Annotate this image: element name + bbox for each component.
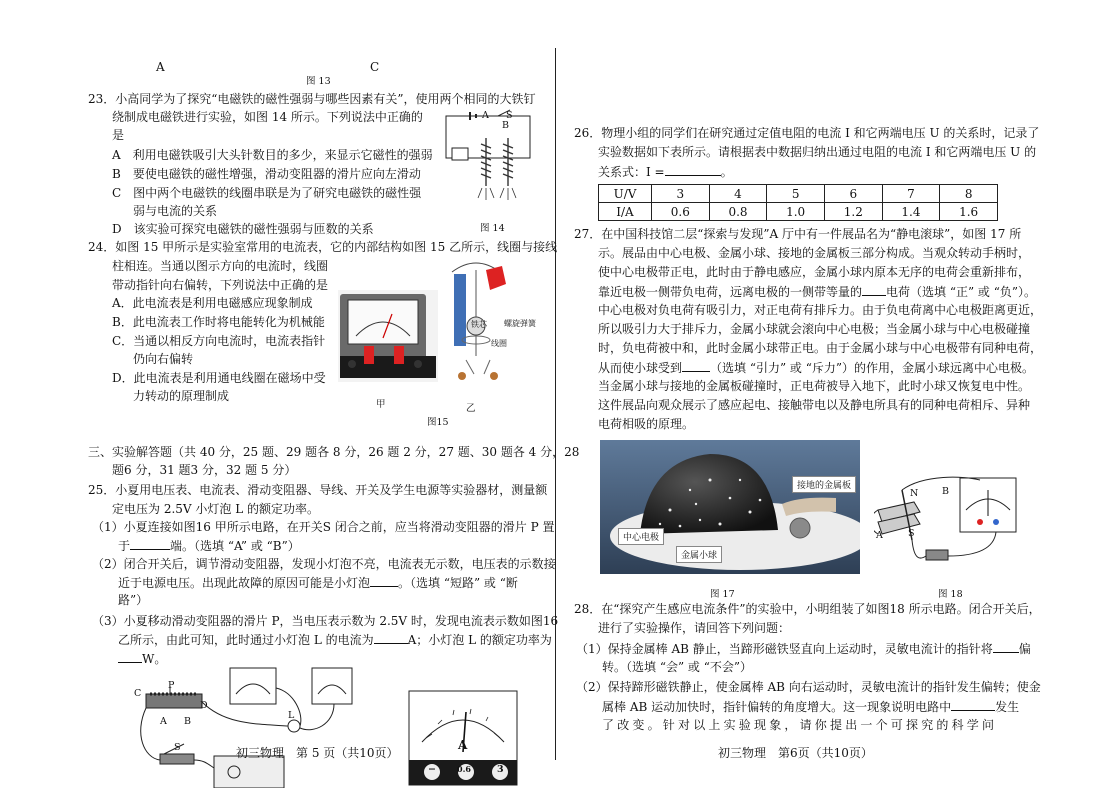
q24-stem-2: 柱相连。当通以图示方向的电流时，线圈: [112, 259, 329, 273]
q27-line-7: 时，负电荷被中和，此时金属小球带正电。由于金属小球与中心电极带有同种电荷，: [598, 341, 1043, 355]
q25-answer-blank-3[interactable]: [374, 630, 408, 644]
q25-part3: （3）小夏移动滑动变阻器的滑片 P，当电压表示数为 2.5V 时，发现电流表示数如图16: [92, 614, 559, 628]
fig16-label-s: S: [174, 742, 181, 753]
table-cell: 6: [824, 185, 882, 203]
q23-option-c: C 图中两个电磁铁的线圈串联是为了研究电磁铁的磁性强: [112, 186, 422, 200]
table-header-i: I/A: [599, 203, 652, 221]
fig16-label-b: B: [184, 716, 191, 727]
q27-line-10: 这件展品向观众展示了感应起电、接触带电以及静电所具有的同种电荷相斥、异种: [598, 398, 1031, 412]
q27-line-3: 使中心电极带正电，此时由于静电感应，金属小球内原本无序的电荷会重新排布，: [598, 265, 1031, 279]
q25-part2-cont: 近于电源电压。出现此故障的原因可能是小灯泡 。（选填 “短路” 或 “断: [118, 573, 518, 592]
fig16-label-c: C: [134, 688, 142, 699]
table-cell: 0.8: [709, 203, 767, 221]
q24-option-d-cont: 力转动的原理制成: [133, 389, 230, 403]
table-cell: 1.6: [940, 203, 998, 221]
q23-option-c-cont: 弱与电流的关系: [133, 204, 218, 218]
q25-part3-cont: 乙所示，由此可知，此时通过小灯泡 L 的电流为 A；小灯泡 L 的额定功率为: [118, 630, 552, 649]
q25-part2: （2）闭合开关后，调节滑动变阻器，发现小灯泡不亮，电流表无示数，电压表的示数接: [92, 557, 556, 571]
q27-line-9: 当金属小球与接地的金属板碰撞时，正电荷被导入地下，此时小球又恢复电中性。: [598, 379, 1031, 393]
q26-stem-2: 实验数据如下表所示。请根据表中数据归纳出通过电阻的电流 I 和它两端电压 U 的: [598, 145, 1037, 159]
q23-option-b: B 要使电磁铁的磁性增强，滑动变阻器的滑片应向左滑动: [112, 167, 421, 181]
fig14-caption: 图 14: [480, 223, 505, 234]
q23-option-d: D 该实验可探究电磁铁的磁性强弱与匝数的关系: [112, 222, 374, 236]
table-cell: 3: [652, 185, 710, 203]
table-row-i: [599, 203, 998, 221]
fig14-label-a: A: [482, 110, 489, 121]
q27-line-2: 示。展品由中心电极、金属小球、接地的金属板三部分构成。当观众转动手柄时，: [598, 246, 1031, 260]
q28-part1-cont: 转。（选填 “会” 或 “不会”）: [602, 660, 752, 674]
q23-stem-3: 是: [112, 128, 125, 142]
q24-option-c-cont: 仍向右偏转: [133, 352, 194, 366]
section3-heading: 三、实验解答题（共 40 分，25 题、29 题各 8 分，26 题 2 分，27 题、30 题各 4 分，28: [88, 445, 580, 459]
fig16-circuit: [134, 664, 354, 788]
q26-stem-3: 关系式：I = 。: [598, 162, 733, 181]
fig15-caption: 图15: [427, 417, 449, 428]
q25-stem-1: 25．小夏用电压表、电流表、滑动变阻器、导线、开关及学生电源等实验器材，测量额: [88, 483, 548, 497]
q24-stem-3: 带动指针向右偏转，下列说法中正确的是: [112, 278, 329, 292]
q27-line-5: 中心电极对负电荷有吸引力，对正电荷有排斥力。由于负电荷离中心电极距离更近，: [598, 303, 1043, 317]
q28-part2-cont: 属棒 AB 运动加快时，指针偏转的角度增大。这一现象说明电路中 发生: [602, 697, 1019, 716]
fig15-label-spring: 螺旋弹簧: [504, 319, 536, 328]
q27-answer-blank-1[interactable]: [862, 282, 886, 296]
fig13-label-a: A: [156, 60, 165, 74]
fig17-label-plate: 接地的金属板: [792, 476, 856, 493]
fig15-label-yi: 乙: [466, 403, 476, 414]
fig15-label-xianquan: 线圈: [491, 339, 507, 348]
fig18-label-n: N: [910, 488, 919, 499]
table-cell: 1.2: [824, 203, 882, 221]
q25-answer-blank-1[interactable]: [130, 536, 170, 550]
fig16-label-a: A: [160, 716, 167, 727]
fig14-label-b: B: [502, 120, 509, 131]
table-cell: 1.4: [882, 203, 940, 221]
q27-line-11: 电荷相吸的原理。: [598, 417, 695, 431]
q28-answer-blank-2[interactable]: [951, 697, 995, 711]
table-row-u: [599, 185, 998, 203]
q25-part2-cont-2: 路”）: [118, 593, 149, 607]
fig17-label-center: 中心电极: [618, 528, 664, 545]
q26-stem-1: 26．物理小组的同学们在研究通过定值电阻的电流 I 和它两端电压 U 的关系时，记录了: [574, 126, 1040, 140]
fig15-label-tiexin: 铁芯: [471, 320, 487, 329]
q27-line-1: 27．在中国科技馆二层“探索与发现”A 厅中有一件展品名为“静电滚球”，如图 17 所: [574, 227, 1022, 241]
q28-answer-blank-1[interactable]: [993, 639, 1019, 653]
q28-line-2: 进行了实验操作，请回答下列问题：: [598, 621, 791, 635]
q26-answer-blank[interactable]: [665, 162, 721, 176]
fig14-label-s: S: [506, 110, 513, 121]
table-cell: 4: [709, 185, 767, 203]
q25-answer-blank-4[interactable]: [118, 649, 142, 663]
fig18-label-a: A: [876, 530, 883, 541]
fig13-caption: 图 13: [306, 76, 331, 87]
fig16-label-l: L: [288, 710, 295, 721]
q27-line-6: 所以吸引力大于排斥力，金属小球就会滚向中心电极；当金属小球与中心电极碰撞: [598, 322, 1031, 336]
fig16-terminal-06: 0.6: [457, 764, 471, 774]
left-footer: 初三物理 第 5 页（共10页）: [236, 746, 399, 760]
q24-option-c: C．当通以相反方向电流时，电流表指针: [112, 334, 326, 348]
table-cell: 7: [882, 185, 940, 203]
right-footer: 初三物理 第6页（共10页）: [718, 746, 873, 760]
q28-part1: （1）保持金属棒 AB 静止，当蹄形磁铁竖直向上运动时，灵敏电流计的指针将 偏: [576, 639, 1031, 658]
fig18-circuit: [874, 470, 1020, 570]
fig18-caption: 图 18: [938, 589, 963, 600]
table-cell: 5: [767, 185, 825, 203]
table-cell: 8: [940, 185, 998, 203]
q28-line-1: 28．在“探究产生感应电流条件”的实验中，小明组装了如图18 所示电路。闭合开关后，: [574, 602, 1041, 616]
q23-stem-2: 绕制成电磁铁进行实验，如图 14 所示。下列说法中正确的: [112, 110, 423, 124]
right-page: [558, 0, 1112, 788]
table-header-u: U/V: [599, 185, 652, 203]
q25-part3-cont-2: W。: [118, 649, 166, 668]
q27-line-4: 靠近电极一侧带负电荷，远离电极的一侧带等量的 电荷（选填 “正” 或 “负”）。: [598, 282, 1036, 301]
fig14-circuit: [438, 108, 538, 220]
q27-line-8: 从而使小球受到 （选填 “引力” 或 “斥力”）的作用，金属小球远离中心电极。: [598, 358, 1034, 377]
q28-part2: （2）保持蹄形磁铁静止，使金属棒 AB 向右运动时，灵敏电流计的指针发生偏转；使金: [576, 680, 1041, 694]
section3-heading-cont: 题6 分，31 题3 分，32 题 5 分）: [112, 463, 297, 477]
q26-data-table: [598, 184, 998, 221]
q23-option-a: A 利用电磁铁吸引大头针数目的多少，来显示它磁性的强弱: [112, 148, 433, 162]
fig17-caption: 图 17: [710, 589, 735, 600]
q28-part2-cont-2: 了改变。针对以上实验现象，请你提出一个可探究的科学问: [602, 718, 998, 732]
fig17-photo: [600, 440, 860, 574]
q24-option-b: B．此电流表工作时将电能转化为机械能: [112, 315, 325, 329]
q25-answer-blank-2[interactable]: [370, 573, 398, 587]
fig16-terminal-3: 3: [497, 764, 504, 775]
q24-option-a: A．此电流表是利用电磁感应现象制成: [112, 296, 313, 310]
q24-option-d: D．此电流表是利用通电线圈在磁场中受: [112, 371, 326, 385]
q24-stem-1: 24．如图 15 甲所示是实验室常用的电流表，它的内部结构如图 15 乙所示，线圈与接线: [88, 240, 558, 254]
table-cell: 0.6: [652, 203, 710, 221]
fig16-terminal-neg: −: [428, 764, 436, 775]
fig18-label-b: B: [942, 486, 949, 497]
q25-stem-2: 定电压为 2.5V 小灯泡 L 的额定功率。: [112, 502, 319, 516]
q27-answer-blank-2[interactable]: [682, 358, 710, 372]
fig15-label-jia: 甲: [376, 399, 386, 410]
q25-part1-cont: 于 端。（选填 “A” 或 “B”）: [118, 536, 300, 555]
fig18-label-s: S: [908, 528, 915, 539]
fig16-label-d: D: [200, 700, 208, 711]
fig15-ammeter-photo: [338, 290, 438, 382]
fig13-label-c: C: [370, 60, 380, 74]
table-cell: 1.0: [767, 203, 825, 221]
fig16-label-p: P: [168, 680, 175, 691]
q23-stem-1: 23．小高同学为了探究“电磁铁的磁性强弱与哪些因素有关”，使用两个相同的大铁钉: [88, 92, 536, 106]
fig16-ammeter-unit: A: [458, 738, 468, 752]
fig17-label-ball: 金属小球: [676, 546, 722, 563]
q25-part1: （1）小夏连接如图16 甲所示电路，在开关S 闭合之前，应当将滑动变阻器的滑片 P 置: [92, 520, 555, 534]
